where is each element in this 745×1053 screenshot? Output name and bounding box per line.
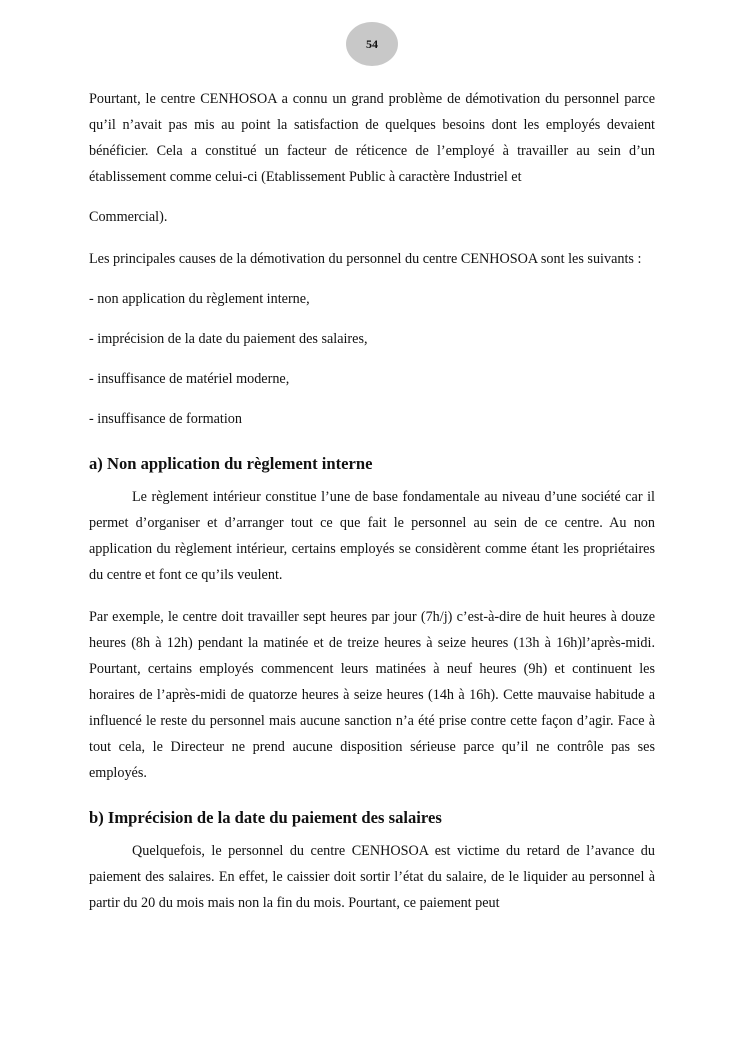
causes-intro-paragraph: Les principales causes de la démotivation du personnel du centre CENHOSOA sont les suivants : <box>89 251 642 267</box>
list-item: - non application du règlement interne, <box>89 291 310 307</box>
causes-list <box>89 286 655 432</box>
section-b-paragraph-1: Quelquefois, le personnel du centre CENHOSOA est victime du retard de l’avance du paiement des salaires. En effet, le caissier doit sortir l’état du salaire, de le liquider au personnel à partir du 20 du mois mais non la fin du mois. Pourtant, ce paiement peut <box>89 843 655 911</box>
list-item: - imprécision de la date du paiement des salaires, <box>89 331 368 347</box>
section-b-heading: b) Imprécision de la date du paiement des salaires <box>89 808 442 827</box>
section-a-heading: a) Non application du règlement interne <box>89 454 373 473</box>
list-item: - insuffisance de matériel moderne, <box>89 371 290 387</box>
page-number <box>346 22 398 66</box>
document-body <box>89 86 655 916</box>
section-a-paragraph-1: Le règlement intérieur constitue l’une de base fondamentale au niveau d’une société car il permet d’organiser et d’arranger tout ce que fait le personnel au sein de ce centre. Au non application du règlement intérieur, certains employés se considèrent comme étant les propriétaires du centre et font ce qu’ils veulent. <box>89 489 655 583</box>
page-number-text: 54 <box>366 36 378 51</box>
list-item: - insuffisance de formation <box>89 411 242 427</box>
section-a-paragraph-2: Par exemple, le centre doit travailler sept heures par jour (7h/j) c’est-à-dire de huit heures à douze heures (8h à 12h) pendant la matinée et de treize heures à seize heures (13h à 16h)l’après-midi. Pourtant, certains employés commencent leurs matinées à neuf heures (9h) et continuent les horaires de l’après-midi de quatorze heures à seize heures (14h à 16h). Cette mauvaise habitude a influencé le reste du personnel mais aucune sanction n’a été prise contre cette façon d’agir. Face à tout cela, le Directeur ne prend aucune disposition sérieuse parce qu’il ne contrôle pas ses employés. <box>89 609 655 781</box>
intro-paragraph-continuation: Commercial). <box>89 209 168 225</box>
intro-paragraph: Pourtant, le centre CENHOSOA a connu un grand problème de démotivation du personnel parce qu’il n’avait pas mis au point la satisfaction de quelques besoins dont les employés devaient bénéficier. Cela a constitué un facteur de réticence de l’employé à travailler au sein d’un établissement comme celui-ci (Etablissement Public à caractère Industriel et <box>89 91 655 185</box>
